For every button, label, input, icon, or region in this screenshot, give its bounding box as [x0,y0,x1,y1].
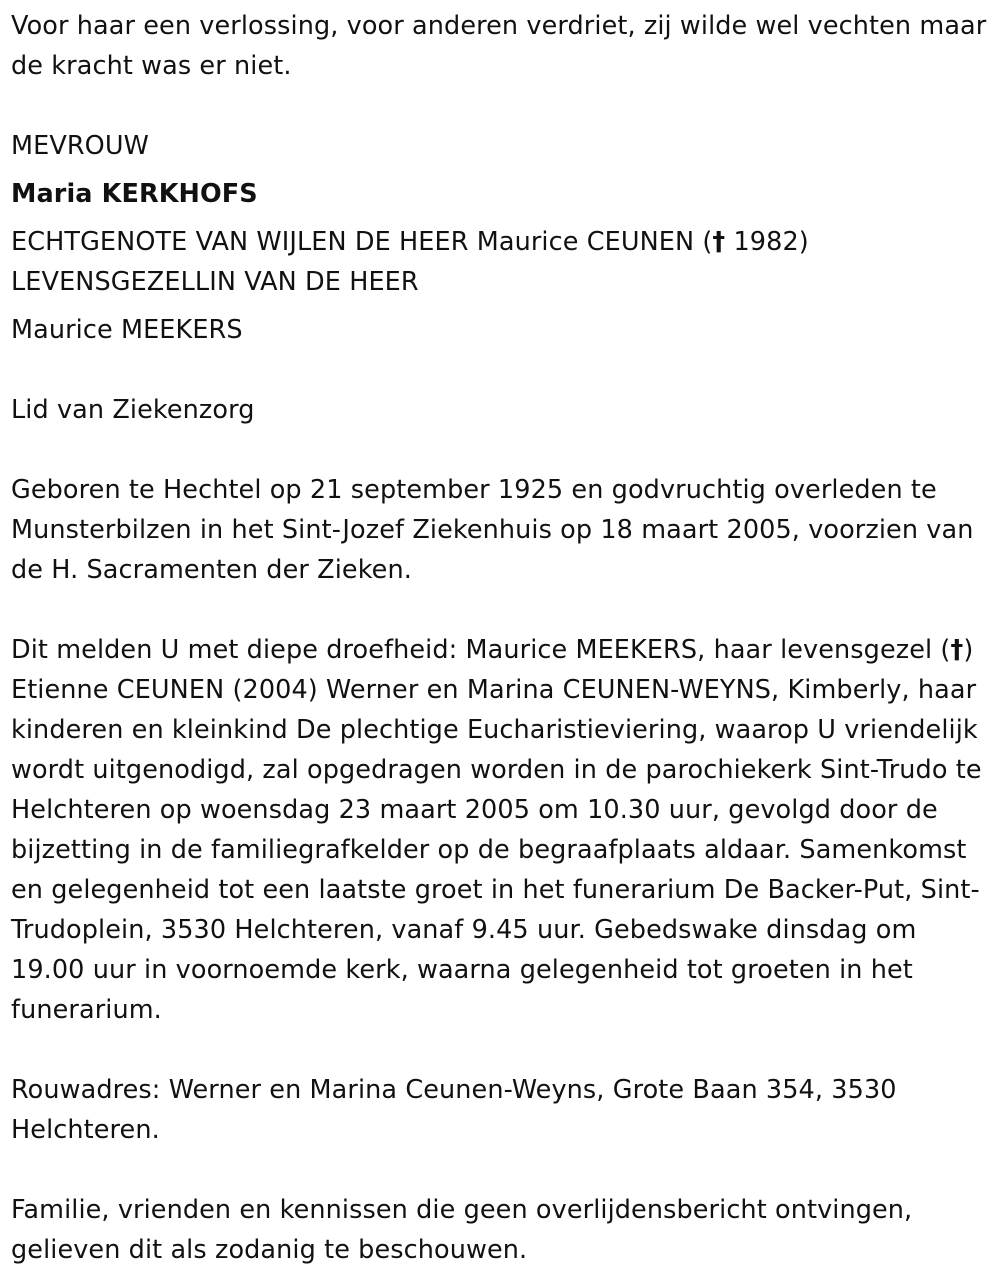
spacer [11,166,990,174]
spouse-prefix: ECHTGENOTE VAN WIJLEN DE HEER Maurice CEUNEN ( [11,227,713,257]
announcement-text [11,630,990,1030]
closing-text: Familie, vrienden en kennissen die geen overlijdensbericht ontvingen, gelieven dit als zodanig te beschouwen. [11,1195,913,1265]
announcement-part1: Dit melden U met diepe droefheid: Maurice MEEKERS, haar levensgezel ( [11,635,951,665]
spacer [11,86,990,126]
honorific-title: MEVROUW [11,131,149,161]
spacer [11,1030,990,1070]
membership-text: Lid van Ziekenzorg [11,395,255,425]
cross-icon: † [950,635,964,665]
spacer [11,350,990,390]
birth-death-text: Geboren te Hechtel op 21 september 1925 en godvruchtig overleden te Munsterbilzen in het Sint-Jozef Ziekenhuis op 18 maart 2005, voorzien van de H. Sacramenten der Zieken. [11,475,974,585]
deceased-name: Maria KERKHOFS [11,179,258,209]
address-text: Rouwadres: Werner en Marina Ceunen-Weyns, Grote Baan 354, 3530 Helchteren. [11,1075,897,1145]
motto-text: Voor haar een verlossing, voor anderen verdriet, zij wilde wel vechten maar de kracht was er niet. [11,11,987,81]
cross-icon: † [712,227,726,257]
spacer [11,590,990,630]
spacer [11,1150,990,1190]
spouse-line [11,222,990,262]
spouse-suffix: 1982) [725,227,809,257]
partner-label: LEVENSGEZELLIN VAN DE HEER [11,267,419,297]
spacer [11,214,990,222]
spacer [11,430,990,470]
announcement-part2: ) Etienne CEUNEN (2004) Werner en Marina CEUNEN-WEYNS, Kimberly, haar kinderen en kleinkind De plechtige Eucharistieviering, waarop U vriendelijk wordt uitgenodigd, zal opgedragen worden in de parochiekerk Sint-Trudo te Helchteren op woensdag 23 maart 2005 om 10.30 uur, gevolgd door de bijzetting in de familiegrafkelder op de begraafplaats aldaar. Samenkomst en gelegenheid tot een laatste groet in het funerarium De Backer-Put, Sint-Trudoplein, 3530 Helchteren, vanaf 9.45 uur. Gebedswake dinsdag om 19.00 uur in voornoemde kerk, waarna gelegenheid tot groeten in het funerarium. [11,635,982,1025]
partner-name: Maurice MEEKERS [11,315,243,345]
spacer [11,302,990,310]
